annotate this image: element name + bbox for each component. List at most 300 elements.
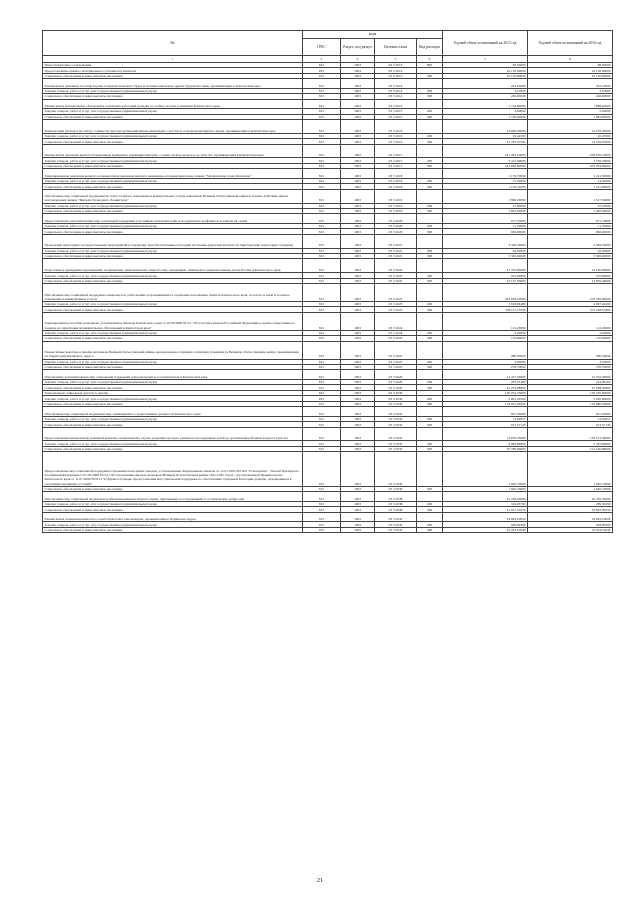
row-target-cell: 03 3 2038 bbox=[375, 492, 417, 502]
row-section-cell: 1003 bbox=[341, 68, 375, 73]
row-2015-cell: 11,70000 bbox=[443, 223, 528, 228]
row-section-cell: 1003 bbox=[341, 99, 375, 109]
budget-table bbox=[42, 30, 613, 533]
row-grbs-cell: 815 bbox=[303, 501, 341, 506]
row-target-cell: 03 3 2025 bbox=[375, 364, 417, 369]
table-row bbox=[43, 144, 613, 158]
row-grbs-cell: 815 bbox=[303, 158, 341, 163]
row-vr-cell bbox=[417, 492, 443, 502]
row-name-cell: Социальное обеспечение и иные выплаты населению bbox=[43, 364, 303, 369]
row-target-cell: 03 3 2014 bbox=[375, 79, 417, 89]
row-grbs-cell: 815 bbox=[303, 307, 341, 312]
budget-sheet bbox=[42, 30, 612, 533]
row-grbs-cell: 815 bbox=[303, 370, 341, 380]
row-vr-cell: 800 bbox=[417, 62, 443, 67]
row-name-cell: Ежемесячная социальная выплата к заработной плате пенсионерам, проживающим в Корякском округе bbox=[43, 512, 303, 522]
row-name-cell: Компенсация расходов на оплату стоимости проезда детям-инвалидам, инвалидам с детства и сопровождающим их лицам, проживающим в Камчатском крае bbox=[43, 120, 303, 134]
row-grbs-cell: 815 bbox=[303, 446, 341, 451]
row-section-cell: 1003 bbox=[341, 178, 375, 183]
row-grbs-cell: 815 bbox=[303, 62, 341, 67]
row-2016-cell: 121 166,89000 bbox=[528, 446, 613, 451]
row-2016-cell: 971,70000 bbox=[528, 214, 613, 224]
row-name-cell: Обеспечение мер социальной поддержки специалистов, работающих и проживающих в отдельных населенных пунктах Камчатского края, по плате за наем и за жилое помещение и коммунальные услуги bbox=[43, 284, 303, 302]
row-target-cell: 03 3 2021 bbox=[375, 234, 417, 248]
row-name-cell: Социальное обеспечение и иные выплаты населению bbox=[43, 278, 303, 283]
header-2016-column: Годовой объем ассигнований на 2016 год bbox=[528, 31, 613, 56]
row-grbs-cell: 815 bbox=[303, 79, 341, 89]
row-name-cell: Социальное обеспечение и иные выплаты населению bbox=[43, 422, 303, 427]
row-vr-cell: 300 bbox=[417, 446, 443, 451]
row-2016-cell: 49,50000 bbox=[528, 248, 613, 253]
row-section-cell: 1003 bbox=[341, 302, 375, 307]
row-target-cell: 03 3 2019 bbox=[375, 203, 417, 208]
row-grbs-cell: 815 bbox=[303, 223, 341, 228]
row-target-cell: 03 3 2019 bbox=[375, 189, 417, 203]
row-grbs-cell: 815 bbox=[303, 114, 341, 119]
row-2015-cell: 927,20000 bbox=[443, 407, 528, 417]
row-name-cell: Социальное обеспечение и иные выплаты населению bbox=[43, 486, 303, 491]
row-2016-cell: 14 539,03000 bbox=[528, 139, 613, 144]
row-grbs-cell: 815 bbox=[303, 178, 341, 183]
row-grbs-cell: 815 bbox=[303, 189, 341, 203]
row-grbs-cell: 815 bbox=[303, 203, 341, 208]
row-vr-cell: 200 bbox=[417, 522, 443, 527]
column-index: 7 bbox=[443, 56, 528, 63]
row-target-cell: 03 3 2013 bbox=[375, 73, 417, 78]
row-2015-cell: 14 457,30000 bbox=[443, 370, 528, 380]
row-grbs-cell: 815 bbox=[303, 94, 341, 99]
row-name-cell: Проведение новогодних и рождественских мероприятий и поддержку малообеспеченных категорий населения (адресная выплата на приобретение новогодних подарков) bbox=[43, 234, 303, 248]
row-target-cell: 03 3 2018 bbox=[375, 169, 417, 179]
row-grbs-cell: 815 bbox=[303, 109, 341, 114]
row-2016-cell: 1 227,00000 bbox=[528, 184, 613, 189]
row-2016-cell: 3 300,00000 bbox=[528, 254, 613, 259]
row-grbs-cell: 815 bbox=[303, 364, 341, 369]
row-vr-cell bbox=[417, 370, 443, 380]
row-2016-cell: 3,10000 bbox=[528, 88, 613, 93]
row-vr-cell bbox=[417, 169, 443, 179]
row-2015-cell: 276,70000 bbox=[443, 364, 528, 369]
row-2015-cell: 27,00000 bbox=[443, 203, 528, 208]
row-grbs-cell: 815 bbox=[303, 99, 341, 109]
row-grbs-cell: 815 bbox=[303, 452, 341, 487]
row-2015-cell: 319,03790 bbox=[443, 501, 528, 506]
row-vr-cell bbox=[417, 189, 443, 203]
row-grbs-cell: 815 bbox=[303, 401, 341, 406]
row-name-cell: Единовременное пособие гражданам, установленное Законом Камчатского края от 18.09.2008 №113 "Об участии граждан Российской Федерации в охране общественного порядка на территории муниципальных образований в Камчатском крае" bbox=[43, 312, 303, 330]
row-section-cell: 1003 bbox=[341, 259, 375, 273]
row-target-cell: 03 3 2035 bbox=[375, 446, 417, 451]
row-2016-cell: 16 150,00000 bbox=[528, 73, 613, 78]
row-target-cell: 03 3 2015 bbox=[375, 99, 417, 109]
row-grbs-cell: 815 bbox=[303, 527, 341, 532]
row-vr-cell bbox=[417, 79, 443, 89]
row-vr-cell: 200 bbox=[417, 178, 443, 183]
row-2016-cell: 214,09100 bbox=[528, 380, 613, 385]
header-target-column: Целевая статья bbox=[375, 39, 417, 56]
row-target-cell: 03 3 2034 bbox=[375, 422, 417, 427]
row-vr-cell: 300 bbox=[417, 507, 443, 512]
row-section-cell: 1003 bbox=[341, 370, 375, 380]
row-2016-cell: 276 326,00000 bbox=[528, 284, 613, 302]
row-grbs-cell: 815 bbox=[303, 120, 341, 134]
row-section-cell: 1003 bbox=[341, 396, 375, 401]
row-name-cell: Закупка товаров, работ и услуг для государственных (муниципальных) нужд bbox=[43, 302, 303, 307]
row-name-cell: Ежемесячное денежное пособие Героям Социалистического Труда и полным кавалерам ордена Трудовой Славы, проживающим в Камчатском крае bbox=[43, 79, 303, 89]
row-grbs-cell: 815 bbox=[303, 385, 341, 390]
row-section-cell: 1003 bbox=[341, 208, 375, 213]
row-name-cell: Закупка товаров, работ и услуг для государственных (муниципальных) нужд bbox=[43, 380, 303, 385]
row-section-cell: 1003 bbox=[341, 62, 375, 67]
row-2016-cell: 14,50000 bbox=[528, 178, 613, 183]
row-vr-cell: 300 bbox=[417, 94, 443, 99]
row-2016-cell: 5 345,60000 bbox=[528, 441, 613, 446]
row-grbs-cell: 815 bbox=[303, 302, 341, 307]
row-section-cell: 1003 bbox=[341, 380, 375, 385]
table-body bbox=[43, 62, 613, 532]
row-name-cell: Обеспечение мер социальной поддержки реабилитированным лицам и лицам, признанным пострадавшими от политических репрессий bbox=[43, 492, 303, 502]
row-2015-cell: 2,20000 bbox=[443, 330, 528, 335]
row-grbs-cell: 815 bbox=[303, 380, 341, 385]
row-name-cell: Иные бюджетные ассигнования bbox=[43, 62, 303, 67]
row-section-cell: 1003 bbox=[341, 144, 375, 158]
table-row bbox=[43, 452, 613, 487]
row-vr-cell: 200 bbox=[417, 273, 443, 278]
row-2016-cell: 20,47000 bbox=[528, 133, 613, 138]
row-2015-cell: 3 818,96480 bbox=[443, 302, 528, 307]
row-grbs-cell: 815 bbox=[303, 507, 341, 512]
row-section-cell: 1003 bbox=[341, 120, 375, 134]
page-number: 21 bbox=[316, 877, 324, 884]
row-name-cell: Социальное обеспечение и иные выплаты населению bbox=[43, 114, 303, 119]
header-section-column: Раздел, под-раздел bbox=[341, 39, 375, 56]
row-2016-cell: 258 870,70000 bbox=[528, 144, 613, 158]
row-target-cell: 03 3 2025 bbox=[375, 341, 417, 359]
row-grbs-cell: 815 bbox=[303, 163, 341, 168]
row-vr-cell bbox=[417, 427, 443, 441]
row-grbs-cell: 815 bbox=[303, 133, 341, 138]
column-index: 3 bbox=[303, 56, 341, 63]
row-2015-cell: 280,20000 bbox=[443, 341, 528, 359]
row-vr-cell: 200 bbox=[417, 330, 443, 335]
row-section-cell: 1003 bbox=[341, 385, 375, 390]
row-target-cell: 03 3 2025 bbox=[375, 359, 417, 364]
row-vr-cell: 200 bbox=[417, 109, 443, 114]
row-2015-cell: 4 083,80000 bbox=[443, 441, 528, 446]
table-row bbox=[43, 492, 613, 502]
row-target-cell: 03 3 2029 bbox=[375, 380, 417, 385]
row-name-cell: Социальное обеспечение и иные выплаты населению bbox=[43, 401, 303, 406]
row-2016-cell: 112,20000 bbox=[528, 312, 613, 330]
row-2015-cell: 21 917,16210 bbox=[443, 507, 528, 512]
table-row bbox=[43, 527, 613, 532]
row-vr-cell: 300 bbox=[417, 336, 443, 341]
row-target-cell: 03 3 2012 bbox=[375, 62, 417, 67]
table-row bbox=[43, 169, 613, 179]
row-target-cell: 03 3 2030 bbox=[375, 390, 417, 395]
row-name-cell: Социальное обеспечение и иные выплаты населению bbox=[43, 307, 303, 312]
row-grbs-cell: 815 bbox=[303, 512, 341, 522]
row-section-cell: 1003 bbox=[341, 163, 375, 168]
row-target-cell: 03 3 2014 bbox=[375, 94, 417, 99]
row-2015-cell: 134 051,26500 bbox=[443, 401, 528, 406]
row-name-cell: Социальное обеспечение и иные выплаты населению bbox=[43, 139, 303, 144]
row-2015-cell: 243 669,80000 bbox=[443, 163, 528, 168]
row-2015-cell: 19,42500 bbox=[443, 133, 528, 138]
row-grbs-cell: 815 bbox=[303, 492, 341, 502]
row-vr-cell bbox=[417, 341, 443, 359]
row-target-cell: 03 3 2017 bbox=[375, 163, 417, 168]
row-target-cell: 03 3 2029 bbox=[375, 370, 417, 380]
row-section-cell: 1003 bbox=[341, 94, 375, 99]
row-grbs-cell: 815 bbox=[303, 522, 341, 527]
table-row bbox=[43, 189, 613, 203]
table-row bbox=[43, 407, 613, 417]
row-section-cell: 1003 bbox=[341, 441, 375, 446]
header-grbs-column: ГРБС bbox=[303, 39, 341, 56]
row-target-cell: 03 3 2034 bbox=[375, 416, 417, 421]
row-section-cell: 1003 bbox=[341, 133, 375, 138]
row-vr-cell: 300 bbox=[417, 208, 443, 213]
row-section-cell: 1003 bbox=[341, 492, 375, 502]
table-row bbox=[43, 234, 613, 248]
row-section-cell: 1003 bbox=[341, 501, 375, 506]
row-2016-cell: 4 097,42200 bbox=[528, 302, 613, 307]
row-name-cell: Социальное обеспечение и иные выплаты населению bbox=[43, 184, 303, 189]
row-name-cell: Закупка товаров, работ и услуг для государственных (муниципальных) нужд bbox=[43, 158, 303, 163]
row-2015-cell: 3 349,50000 bbox=[443, 234, 528, 248]
row-2015-cell: 223,40000 bbox=[443, 273, 528, 278]
row-2016-cell: 255 294,00000 bbox=[528, 163, 613, 168]
row-section-cell: 1003 bbox=[341, 407, 375, 417]
row-grbs-cell: 815 bbox=[303, 407, 341, 417]
row-2015-cell: 960,00000 bbox=[443, 229, 528, 234]
row-vr-cell: 300 bbox=[417, 401, 443, 406]
row-vr-cell: 200 bbox=[417, 88, 443, 93]
row-vr-cell: 200 bbox=[417, 223, 443, 228]
row-vr-cell bbox=[417, 512, 443, 522]
row-2016-cell: 126 512,49000 bbox=[528, 427, 613, 441]
row-2016-cell: 14 106,00000 bbox=[528, 259, 613, 273]
row-name-cell: Ежемесячная денежная выплата беременным женщинам, кормящим матерям, а также детям в возрасте до трех лет, проживающим в Камчатском крае bbox=[43, 144, 303, 158]
row-grbs-cell: 815 bbox=[303, 486, 341, 491]
row-vr-cell bbox=[417, 452, 443, 487]
row-grbs-cell: 815 bbox=[303, 88, 341, 93]
row-grbs-cell: 815 bbox=[303, 248, 341, 253]
row-vr-cell: 300 bbox=[417, 184, 443, 189]
table-row bbox=[43, 370, 613, 380]
row-2015-cell: 262 936,10000 bbox=[443, 284, 528, 302]
row-2015-cell: 1 833,20000 bbox=[443, 208, 528, 213]
row-section-cell: 1003 bbox=[341, 203, 375, 208]
row-section-cell: 1003 bbox=[341, 336, 375, 341]
row-2015-cell: 110,00000 bbox=[443, 336, 528, 341]
row-vr-cell: 300 bbox=[417, 422, 443, 427]
row-name-cell: Социальное обеспечение и иные выплаты населению bbox=[43, 507, 303, 512]
row-name-cell: Ежемесячное материальное обеспечение отдельных категорий граждан за особые заслуги в развитии Камчатского края bbox=[43, 99, 303, 109]
row-2016-cell: 88,00000 bbox=[528, 62, 613, 67]
row-target-cell: 03 3 2015 bbox=[375, 109, 417, 114]
row-vr-cell: 200 bbox=[417, 501, 443, 506]
row-name-cell: Закупка товаров, работ и услуг для государственных (муниципальных) нужд bbox=[43, 416, 303, 421]
row-vr-cell: 300 bbox=[417, 139, 443, 144]
row-2015-cell: 971,70000 bbox=[443, 214, 528, 224]
row-2016-cell: 1 040,70000 bbox=[528, 486, 613, 491]
row-section-cell: 1003 bbox=[341, 273, 375, 278]
row-section-cell: 1003 bbox=[341, 427, 375, 441]
row-2016-cell: 16 150,00000 bbox=[528, 68, 613, 73]
table-row bbox=[43, 427, 613, 441]
row-target-cell: 03 3 2021 bbox=[375, 248, 417, 253]
row-2015-cell: 259 117,13520 bbox=[443, 307, 528, 312]
row-2016-cell: 5,20000 bbox=[528, 109, 613, 114]
row-target-cell: 03 3 2021 bbox=[375, 254, 417, 259]
row-name-cell: Социальное обеспечение и иные выплаты населению bbox=[43, 163, 303, 168]
row-2016-cell: 235,60000 bbox=[528, 273, 613, 278]
row-vr-cell: 300 bbox=[417, 73, 443, 78]
row-name-cell: Предоставление прямого материального (основного) капитала bbox=[43, 68, 303, 73]
row-section-cell: 1003 bbox=[341, 341, 375, 359]
row-target-cell: 03 3 2020 bbox=[375, 214, 417, 224]
row-2015-cell: 13 370,90000 bbox=[443, 259, 528, 273]
row-vr-cell: 200 bbox=[417, 248, 443, 253]
row-grbs-cell: 815 bbox=[303, 234, 341, 248]
row-2015-cell: 112,20000 bbox=[443, 312, 528, 330]
row-2016-cell: 280,20000 bbox=[528, 341, 613, 359]
row-2015-cell: 14 254,08600 bbox=[443, 385, 528, 390]
table-row bbox=[43, 512, 613, 522]
row-2015-cell: 203,21400 bbox=[443, 380, 528, 385]
row-grbs-cell: 815 bbox=[303, 336, 341, 341]
row-target-cell: 03 3 2035 bbox=[375, 427, 417, 441]
row-name-cell: Закупка товаров, работ и услуг для государственных (муниципальных) нужд bbox=[43, 248, 303, 253]
row-name-cell: Подготовка и проведение мероприятий, посвященных дням воинской славы России, праздникам, памятным и знаменательным датам России и Камчатского края bbox=[43, 259, 303, 273]
row-2016-cell: 927,20000 bbox=[528, 407, 613, 417]
row-section-cell: 1003 bbox=[341, 507, 375, 512]
row-target-cell: 03 3 2017 bbox=[375, 158, 417, 163]
row-2016-cell: 1 492,40000 bbox=[528, 208, 613, 213]
table-row bbox=[43, 284, 613, 302]
row-target-cell: 03 3 2045 bbox=[375, 512, 417, 522]
row-2015-cell: 49,50000 bbox=[443, 248, 528, 253]
row-2016-cell: 34 963,10000 bbox=[528, 512, 613, 522]
row-target-cell: 03 3 2036 bbox=[375, 486, 417, 491]
row-section-cell: 1003 bbox=[341, 229, 375, 234]
row-2015-cell: 17,39000 bbox=[443, 178, 528, 183]
row-target-cell: 03 3 2038 bbox=[375, 501, 417, 506]
header-codes-group: коды bbox=[303, 31, 443, 39]
row-target-cell: 03 3 2034 bbox=[375, 407, 417, 417]
row-2015-cell: 34 453,10640 bbox=[443, 527, 528, 532]
row-2015-cell: 3,50000 bbox=[443, 359, 528, 364]
table-row bbox=[43, 259, 613, 273]
row-target-cell: 03 3 2030 bbox=[375, 401, 417, 406]
row-2016-cell: 1 517,50000 bbox=[528, 189, 613, 203]
column-index-row bbox=[43, 56, 613, 63]
row-2015-cell: 74 870,70000 bbox=[443, 427, 528, 441]
row-target-cell: 03 3 2029 bbox=[375, 385, 417, 390]
row-name-cell: Социальное обеспечение и иные выплаты населению bbox=[43, 229, 303, 234]
row-grbs-cell: 815 bbox=[303, 259, 341, 273]
row-section-cell: 1003 bbox=[341, 512, 375, 522]
row-2016-cell: 110,00000 bbox=[528, 336, 613, 341]
row-name-cell: Социальное обеспечение и иные выплаты населению bbox=[43, 385, 303, 390]
row-name-cell: Социальное обеспечение и иные выплаты населению bbox=[43, 446, 303, 451]
row-target-cell: 03 3 2016 bbox=[375, 133, 417, 138]
row-2015-cell: 509,99360 bbox=[443, 522, 528, 527]
row-section-cell: 1003 bbox=[341, 169, 375, 179]
table-row bbox=[43, 79, 613, 89]
row-vr-cell: 200 bbox=[417, 441, 443, 446]
row-target-cell: 03 3 2018 bbox=[375, 178, 417, 183]
row-name-cell: Обеспечение дополнительных мер социальной поддержки донорам крови и ее компонентов в Камчатском крае bbox=[43, 370, 303, 380]
column-index: 5 bbox=[375, 56, 417, 63]
row-section-cell: 1003 bbox=[341, 223, 375, 228]
row-grbs-cell: 815 bbox=[303, 312, 341, 330]
row-2015-cell: 13 147,50000 bbox=[443, 278, 528, 283]
row-2016-cell: 134 980,50000 bbox=[528, 401, 613, 406]
row-section-cell: 1003 bbox=[341, 278, 375, 283]
row-2016-cell: 1 863,00000 bbox=[528, 114, 613, 119]
row-2016-cell: 913,57143 bbox=[528, 422, 613, 427]
row-2015-cell: 16 150,00000 bbox=[443, 68, 528, 73]
row-2015-cell: 1 176,70000 bbox=[443, 169, 528, 179]
row-vr-cell: 300 bbox=[417, 163, 443, 168]
row-target-cell: 03 3 2022 bbox=[375, 278, 417, 283]
row-grbs-cell: 815 bbox=[303, 73, 341, 78]
row-name-cell: Ежемесячные выплаты к пенсии ветеранам Великой Отечественной войны, вдовам военнослужащих, погибших (умерших) в Великую Отечественную войну, проживающим на территории Корякского округа bbox=[43, 341, 303, 359]
table-row bbox=[43, 120, 613, 134]
row-name-cell: Социальное обеспечение и иные выплаты населению bbox=[43, 94, 303, 99]
row-name-cell: Закупка товаров, работ и услуг для государственных (муниципальных) нужд bbox=[43, 88, 303, 93]
row-vr-cell bbox=[417, 284, 443, 302]
row-2016-cell: 15 038,40900 bbox=[528, 385, 613, 390]
row-2016-cell: 3 349,50000 bbox=[528, 234, 613, 248]
row-name-cell: Закупка товаров, работ и услуг для государственных (муниципальных) нужд bbox=[43, 522, 303, 527]
row-section-cell: 1003 bbox=[341, 527, 375, 532]
row-2016-cell: 3,50000 bbox=[528, 359, 613, 364]
row-vr-cell bbox=[417, 234, 443, 248]
row-section-cell: 1003 bbox=[341, 364, 375, 369]
row-2016-cell: 11,70000 bbox=[528, 223, 613, 228]
row-vr-cell: 300 bbox=[417, 114, 443, 119]
row-section-cell: 1003 bbox=[341, 452, 375, 487]
row-target-cell: 03 3 2045 bbox=[375, 522, 417, 527]
row-section-cell: 1003 bbox=[341, 158, 375, 163]
row-2016-cell: 272 228,57800 bbox=[528, 307, 613, 312]
row-2016-cell: 34 453,10640 bbox=[528, 527, 613, 532]
row-name-cell: Региональная социальная доплата к пенсии bbox=[43, 390, 303, 395]
row-2016-cell: 960,00000 bbox=[528, 229, 613, 234]
row-name-cell: Социальное обеспечение и иные выплаты населению bbox=[43, 527, 303, 532]
row-grbs-cell: 815 bbox=[303, 416, 341, 421]
table-row bbox=[43, 341, 613, 359]
row-2015-cell: 136 052,70000 bbox=[443, 390, 528, 395]
row-section-cell: 1003 bbox=[341, 254, 375, 259]
row-section-cell: 1003 bbox=[341, 416, 375, 421]
row-grbs-cell: 815 bbox=[303, 390, 341, 395]
row-section-cell: 1003 bbox=[341, 139, 375, 144]
row-2016-cell: 1 868,20000 bbox=[528, 99, 613, 109]
row-vr-cell: 200 bbox=[417, 380, 443, 385]
row-2015-cell: 1 734,90000 bbox=[443, 99, 528, 109]
row-section-cell: 1003 bbox=[341, 401, 375, 406]
row-vr-cell: 200 bbox=[417, 416, 443, 421]
row-vr-cell: 200 bbox=[417, 203, 443, 208]
row-vr-cell: 200 bbox=[417, 133, 443, 138]
table-row bbox=[43, 214, 613, 224]
row-section-cell: 1003 bbox=[341, 109, 375, 114]
